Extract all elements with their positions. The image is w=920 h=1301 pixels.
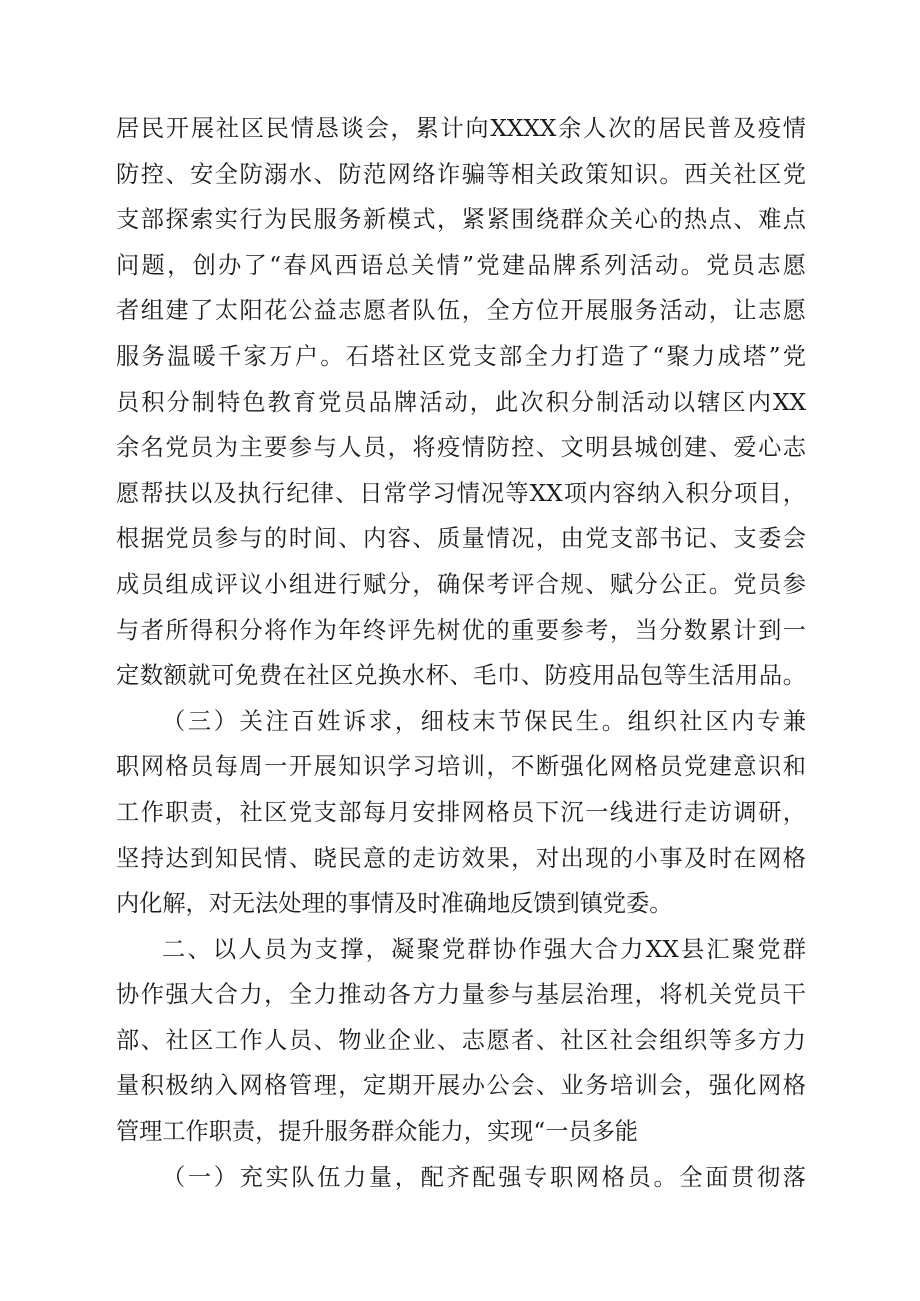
- document-line: 者组建了太阳花公益志愿者队伍，全方位开展服务活动，让志愿: [116, 297, 806, 325]
- document-line: 成员组成评议小组进行赋分，确保考评合规、赋分公正。党员参: [116, 570, 806, 598]
- document-line: （一）充实队伍力量，配齐配强专职网格员。全面贯彻落: [162, 1163, 806, 1191]
- document-line: 愿帮扶以及执行纪律、日常学习情况等XX项内容纳入积分项目，: [116, 479, 806, 507]
- document-line: 工作职责，社区党支部每月安排网格员下沉一线进行走访调研，: [116, 798, 806, 826]
- document-line: 防控、安全防溺水、防范网络诈骗等相关政策知识。西关社区党: [116, 160, 806, 188]
- document-line: 职网格员每周一开展知识学习培训，不断强化网格员党建意识和: [116, 753, 806, 781]
- document-line: 坚持达到知民情、晓民意的走访效果，对出现的小事及时在网格: [116, 844, 806, 872]
- document-line: 员积分制特色教育党员品牌活动，此次积分制活动以辖区内XX: [116, 388, 806, 416]
- document-line: 支部探索实行为民服务新模式，紧紧围绕群众关心的热点、难点: [116, 206, 806, 234]
- document-line: 居民开展社区民情恳谈会，累计向XXXX余人次的居民普及疫情: [116, 115, 806, 142]
- document-line: 根据党员参与的时间、内容、质量情况，由党支部书记、支委会: [116, 525, 806, 553]
- document-line: 部、社区工作人员、物业企业、志愿者、社区社会组织等多方力: [116, 1026, 806, 1054]
- document-body: [116, 106, 806, 1200]
- document-line: 二、以人员为支撑，凝聚党群协作强大合力XX县汇聚党群: [162, 935, 806, 963]
- document-line: 与者所得积分将作为年终评先树优的重要参考，当分数累计到一: [116, 616, 806, 644]
- document-line: 问题，创办了“春风西语总关情”党建品牌系列活动。党员志愿: [116, 251, 806, 279]
- document-line: 服务温暖千家万户。石塔社区党支部全力打造了“聚力成塔”党: [116, 342, 806, 370]
- document-line: 量积极纳入网格管理，定期开展办公会、业务培训会，强化网格: [116, 1072, 806, 1100]
- document-line: 协作强大合力，全力推动各方力量参与基层治理，将机关党员干: [116, 981, 806, 1009]
- document-line: （三）关注百姓诉求，细枝末节保民生。组织社区内专兼: [162, 707, 806, 735]
- document-line: 余名党员为主要参与人员，将疫情防控、文明县城创建、爱心志: [116, 434, 806, 462]
- document-line: 管理工作职责，提升服务群众能力，实现“一员多能: [116, 1118, 638, 1146]
- document-line: 定数额就可免费在社区兑换水杯、毛巾、防疫用品包等生活用品。: [116, 662, 806, 690]
- document-line: 内化解，对无法处理的事情及时准确地反馈到镇党委。: [116, 890, 673, 918]
